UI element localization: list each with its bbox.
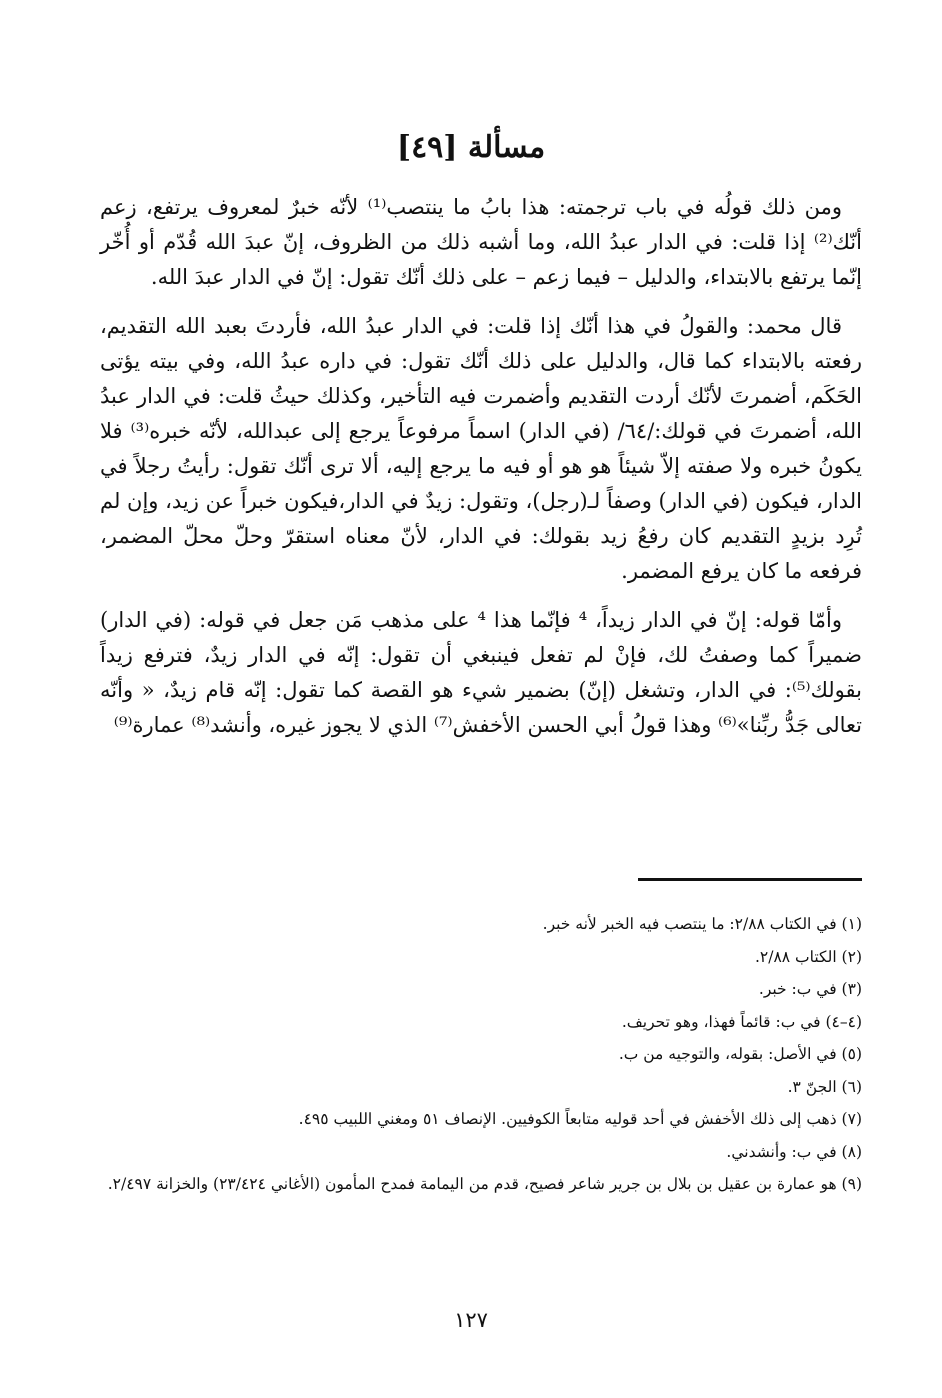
section-title: مسألة [٤٩] xyxy=(396,130,546,165)
footnote-8: (٨) في ب: وأنشدني. xyxy=(726,1142,862,1161)
footnote-3: (٣) في ب: خبر. xyxy=(758,980,862,998)
footnotes-list xyxy=(100,908,862,1201)
footnote-4: (٤–٤) في ب: قائماً فهذا، وهو تحريف. xyxy=(621,1012,862,1031)
footnote-9: (٩) هو عمارة بن عقيل بن بلال بن جرير شاعر فصيح، قدم من اليمامة فمدح المأمون (الأغاني ٢٣/٤٢٤) والخزانة ٢/٤٩٧. xyxy=(107,1175,862,1193)
paragraph-1: ومن ذلك قولُه في باب ترجمته: هذا بابُ ما ينتصب⁽¹⁾ لأنّه خبرٌ لمعروف يرتفع، زعم أنّك⁽²⁾ إذا قلت: في الدار عبدُ الله، وما أشبه ذلك من الظروف، إنّ عبدَ الله قُدّم أو أُخّر إنّما يرتفع بالابتداء، والدليل – فيما زعم – على ذلك أنّك تقول: إنّ في الدار عبدَ الله. xyxy=(100,195,862,289)
footnote-divider xyxy=(638,878,862,881)
paragraph-3: وأمّا قوله: إنّ في الدار زيداً، ⁴ فإنّما هذا ⁴ على مذهب مَن جعل في قوله: (في الدار) ضميراً كما وصفتُ لك، فإنْ لم تفعل فينبغي أن تقول: إنّه في الدار زيدٌ، فترفع زيداً بقولك⁽⁵⁾: في الدار، وتشغل (إنّ) بضمير شيء هو القصة كما تقول: إنّه قام زيدٌ، « وأنّه تعالى جَدُّ ربِّنا»⁽⁶⁾ وهذا قولُ أبي الحسن الأخفش⁽⁷⁾ الذي لا يجوز غيره، وأنشد⁽⁸⁾ عمارة⁽⁹⁾ xyxy=(100,608,862,737)
main-text xyxy=(100,190,862,757)
footnote-6: (٦) الجنّ ٣. xyxy=(787,1077,862,1096)
footnote-5: (٥) في الأصل: بقوله، والتوجيه من ب. xyxy=(618,1045,862,1063)
footnote-7: (٧) ذهب إلى ذلك الأخفش في أحد قوليه متابعاً الكوفيين. الإنصاف ٥١ ومغني اللبيب ٤٩٥. xyxy=(298,1110,862,1128)
paragraph-2: قال محمد: والقولُ في هذا أنّك إذا قلت: في الدار عبدُ الله، فأردتَ بعبد الله التقديم، رفعته بالابتداء كما قال، والدليل على ذلك أنّك تقول: في داره عبدُ الله، وفي بيته يؤتى الحَكَم، أضمرتَ لأنّك أردت التقديم وأضمرت فيه التأخير، وكذلك حيثُ قلت: في الدار عبدُ الله، أضمرتَ في قولك:/٦٤/ (في الدار) اسماً مرفوعاً يرجع إلى عبدالله، لأنّه خبره⁽³⁾ فلا يكونُ خبره ولا صفته إلاّ شيئاً هو هو أو فيه ما يرجع إليه، ألا ترى أنّك تقول: رأيتُ رجلاً في الدار، فيكون (في الدار) وصفاً لـ(رجل)، وتقول: زيدٌ في الدار،فيكون خبراً عن زيد، وإن لم تُرِد بزيدٍ التقديم كان رفعُ زيد بقولك: في الدار، لأنّ معناه استقرّ وحلّ محلّ المضمر، فرفعه ما كان يرفع المضمر. xyxy=(99,314,862,583)
footnote-2: (٢) الكتاب ٢/٨٨. xyxy=(754,947,862,966)
footnote-1: (١) في الكتاب ٢/٨٨: ما ينتصب فيه الخبر لأنه خبر. xyxy=(542,915,862,933)
page-number: ١٢٧ xyxy=(454,1308,488,1332)
